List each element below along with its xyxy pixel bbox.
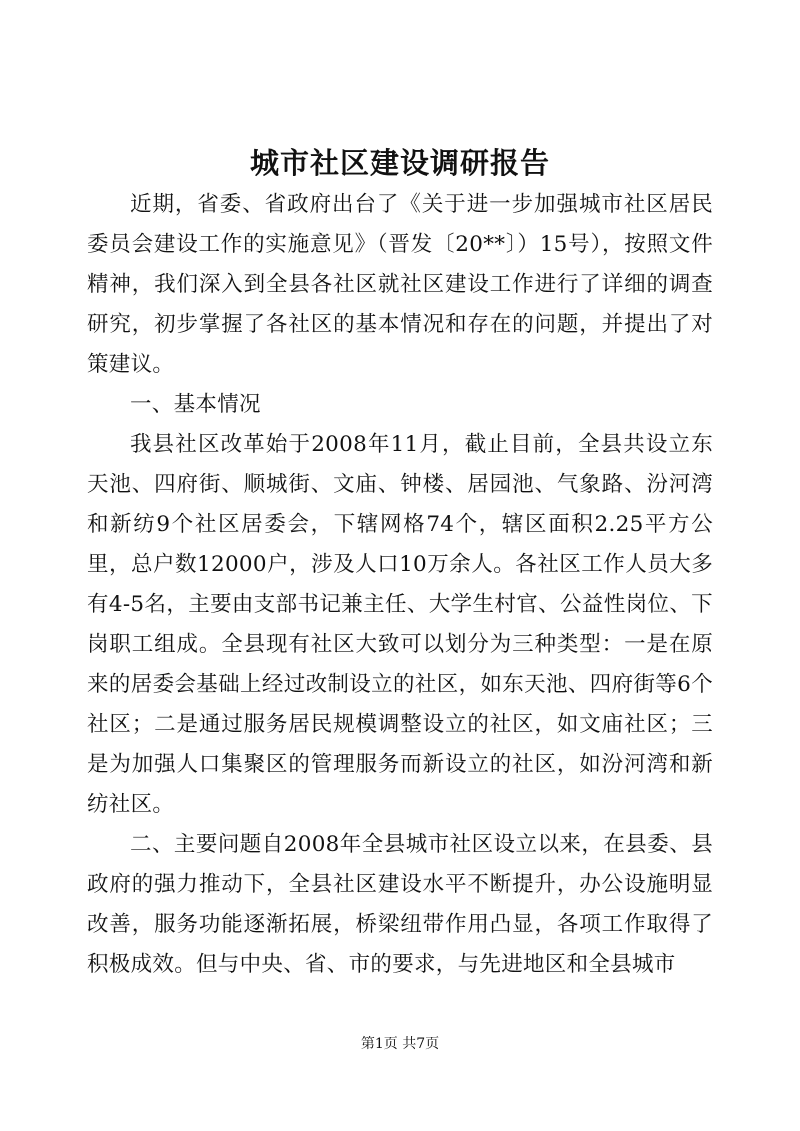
main-problems-paragraph: 二、主要问题自2008年全县城市社区设立以来，在县委、县政府的强力推动下，全县社区建设水平不断提升，办公设施明显改善，服务功能逐渐拓展，桥梁纽带作用凸显，各项工作取得了积极成效。但与中央、省、市的要求，与先进地区和全县城市 [87, 832, 713, 977]
section-heading-basic-situation: 一、基本情况 [130, 392, 261, 417]
document-title: 城市社区建设调研报告 [249, 146, 550, 180]
document-body [87, 185, 713, 985]
page-footer: 第1页 共7页 [360, 1036, 440, 1052]
basic-situation-paragraph: 我县社区改革始于2008年11月，截止目前，全县共设立东天池、四府街、顺城街、文庙、钟楼、居园池、气象路、汾河湾和新纺9个社区居委会，下辖网格74个，辖区面积2.25平方公里，总户数12000户，涉及人口10万余人。各社区工作人员大多有4-5名，主要由支部书记兼主任、大学生村官、公益性岗位、下岗职工组成。全县现有社区大致可以划分为三种类型：一是在原来的居委会基础上经过改制设立的社区，如东天池、四府街等6个社区；二是通过服务居民规模调整设立的社区，如文庙社区；三是为加强人口集聚区的管理服务而新设立的社区，如汾河湾和新纺社区。 [87, 432, 713, 817]
intro-paragraph: 近期，省委、省政府出台了《关于进一步加强城市社区居民委员会建设工作的实施意见》（晋发〔20**〕）15号），按照文件精神，我们深入到全县各社区就社区建设工作进行了详细的调查研究，初步掌握了各社区的基本情况和存在的问题，并提出了对策建议。 [87, 192, 713, 377]
